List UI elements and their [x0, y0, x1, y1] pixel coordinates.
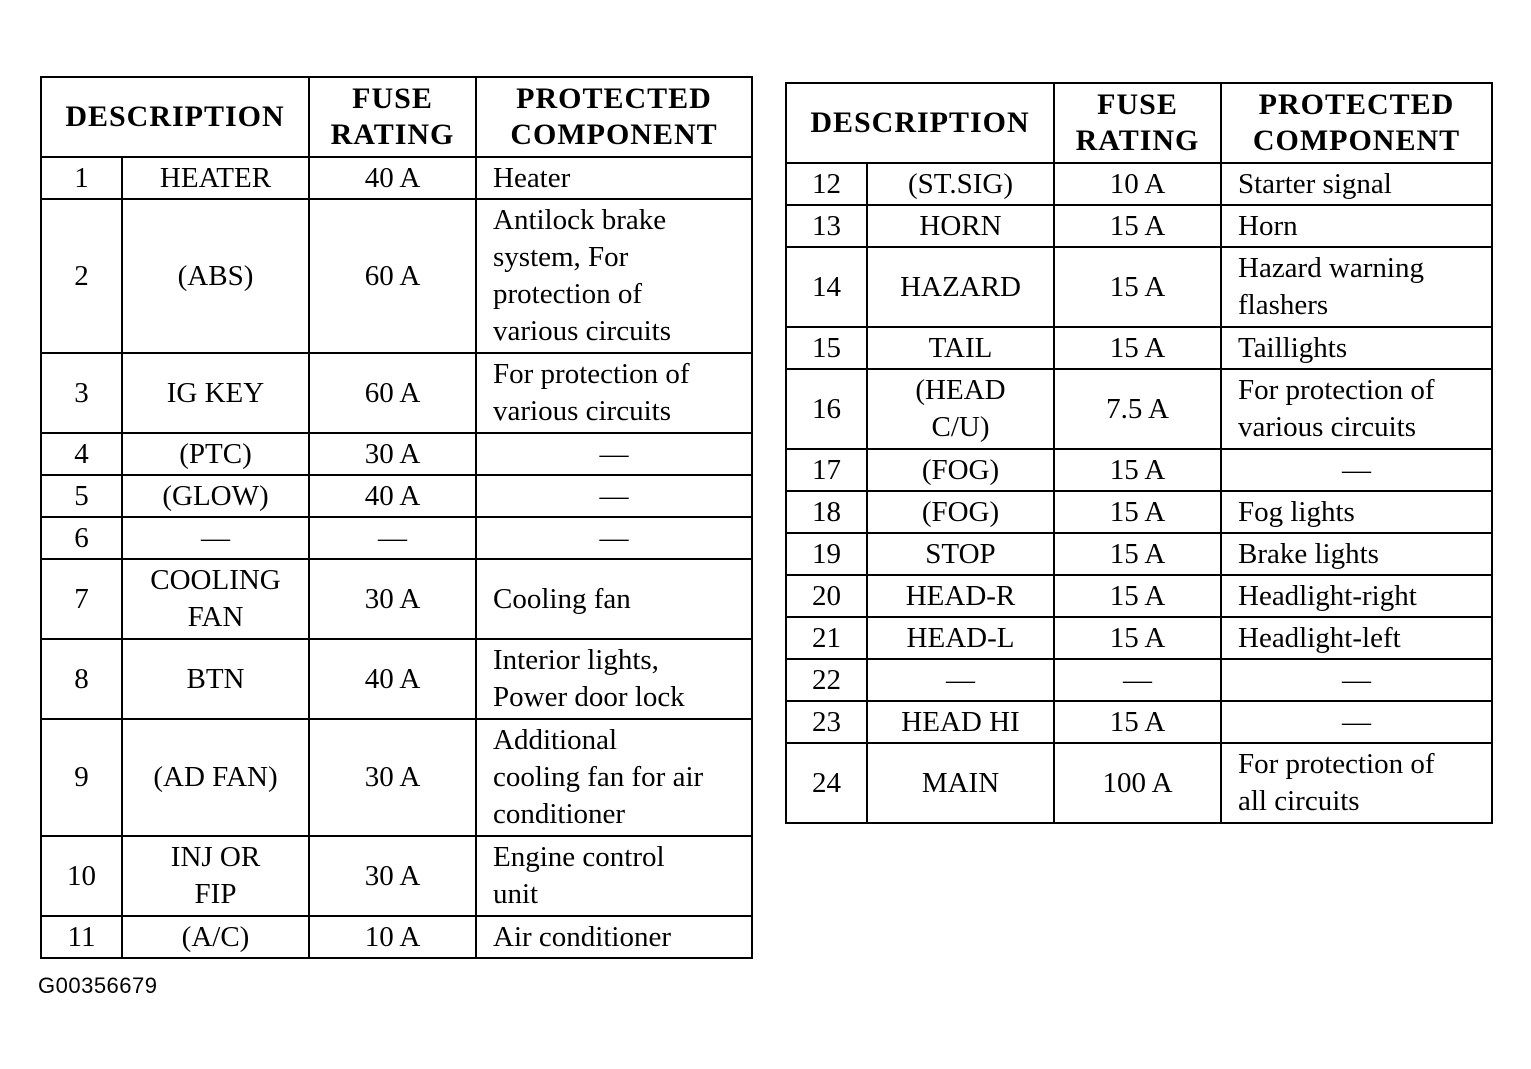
component-line: Cooling fan	[493, 582, 631, 615]
fuse-number-cell: 11	[41, 916, 122, 958]
description-header: DESCRIPTION	[41, 77, 309, 157]
description-line: (FOG)	[921, 453, 1000, 486]
protected-component-cell	[476, 157, 752, 199]
fuse-number-cell: 5	[41, 475, 122, 517]
component-line: For protection of	[1238, 748, 1435, 780]
table-row	[41, 199, 752, 353]
table-row	[786, 575, 1492, 617]
fuse-rating-cell: 15 A	[1054, 701, 1221, 743]
fuse-rating-cell: 15 A	[1054, 449, 1221, 491]
fuse-rating-cell: 15 A	[1054, 533, 1221, 575]
description-line: HEAD HI	[901, 705, 1020, 738]
description-line: HEAD-R	[905, 579, 1016, 612]
protected-component-cell	[476, 475, 752, 517]
fuse-number-cell: 22	[786, 659, 867, 701]
table-body	[41, 157, 752, 958]
table-row	[41, 517, 752, 559]
table-row	[41, 559, 752, 639]
protected-component-header	[476, 77, 752, 157]
component-line: Fog lights	[1238, 495, 1355, 528]
description-line: HEAD-L	[906, 621, 1015, 654]
protected-component-header-line: COMPONENT	[1252, 124, 1461, 157]
description-line: (PTC)	[179, 437, 252, 470]
protected-component-cell	[1221, 533, 1492, 575]
protected-component-cell	[1221, 701, 1492, 743]
fuse-table-left	[40, 76, 753, 959]
fuse-rating-cell: 100 A	[1054, 743, 1221, 823]
description-line: BTN	[186, 662, 245, 695]
fuse-rating-cell: 15 A	[1054, 617, 1221, 659]
component-line: flashers	[1238, 289, 1329, 321]
fuse-rating-cell: 60 A	[309, 199, 476, 353]
fuse-rating-cell: 30 A	[309, 836, 476, 916]
component-line: various circuits	[493, 315, 671, 347]
table-body	[786, 163, 1492, 823]
header-row	[786, 83, 1492, 163]
fuse-description-cell	[867, 247, 1054, 327]
fuse-rating-header-line: FUSE	[352, 82, 433, 115]
component-line: conditioner	[493, 798, 626, 830]
fuse-description-cell	[867, 659, 1054, 701]
description-line: —	[201, 521, 230, 554]
fuse-description-cell	[867, 369, 1054, 449]
protected-component-cell	[476, 353, 752, 433]
fuse-rating-cell: —	[1054, 659, 1221, 701]
table-row	[786, 659, 1492, 701]
component-line: Brake lights	[1238, 537, 1379, 570]
fuse-description-cell	[867, 205, 1054, 247]
fuse-rating-cell: 60 A	[309, 353, 476, 433]
description-line: (FOG)	[921, 495, 1000, 528]
protected-component-cell	[1221, 575, 1492, 617]
fuse-description-cell	[867, 533, 1054, 575]
fuse-description-cell	[122, 916, 309, 958]
fuse-description-cell	[122, 353, 309, 433]
description-line: C/U)	[931, 411, 990, 443]
table-row	[786, 533, 1492, 575]
protected-component-cell	[1221, 247, 1492, 327]
fuse-number-cell: 21	[786, 617, 867, 659]
fuse-number-cell: 1	[41, 157, 122, 199]
description-line: —	[946, 663, 975, 696]
fuse-rating-cell: 10 A	[309, 916, 476, 958]
description-line: HAZARD	[900, 270, 1021, 303]
protected-component-cell	[476, 199, 752, 353]
table-row	[786, 617, 1492, 659]
description-header: DESCRIPTION	[786, 83, 1054, 163]
protected-component-cell	[476, 639, 752, 719]
protected-component-cell	[476, 517, 752, 559]
fuse-description-cell	[867, 449, 1054, 491]
fuse-number-cell: 17	[786, 449, 867, 491]
component-line: Horn	[1238, 209, 1298, 242]
protected-component-header-line: PROTECTED	[1258, 88, 1455, 121]
component-line: For protection of	[493, 358, 690, 390]
fuse-number-cell: 23	[786, 701, 867, 743]
description-line: (A/C)	[181, 920, 250, 953]
description-line: FAN	[187, 601, 244, 633]
component-line: various circuits	[1238, 411, 1416, 443]
table-row	[786, 449, 1492, 491]
protected-component-cell	[1221, 449, 1492, 491]
component-line: Heater	[493, 161, 571, 194]
component-line: —	[1342, 453, 1371, 486]
fuse-description-cell	[122, 157, 309, 199]
fuse-description-cell	[122, 517, 309, 559]
component-line: Antilock brake	[493, 204, 667, 236]
component-line: Headlight-right	[1238, 579, 1417, 612]
fuse-rating-cell: 30 A	[309, 559, 476, 639]
protected-component-header-line: PROTECTED	[516, 82, 712, 115]
protected-component-cell	[476, 559, 752, 639]
fuse-number-cell: 12	[786, 163, 867, 205]
description-line: STOP	[925, 537, 996, 570]
fuse-rating-cell: 10 A	[1054, 163, 1221, 205]
protected-component-header-line: COMPONENT	[510, 118, 718, 151]
table-row	[786, 491, 1492, 533]
table-row	[786, 163, 1492, 205]
description-line: HORN	[919, 209, 1002, 242]
fuse-rating-cell: 40 A	[309, 639, 476, 719]
fuse-rating-cell: 15 A	[1054, 327, 1221, 369]
description-line: (GLOW)	[162, 479, 269, 512]
table-row	[41, 639, 752, 719]
table-row	[786, 247, 1492, 327]
component-line: all circuits	[1238, 785, 1360, 817]
fuse-number-cell: 18	[786, 491, 867, 533]
fuse-description-cell	[122, 199, 309, 353]
description-line: COOLING	[150, 564, 281, 596]
component-line: Taillights	[1238, 331, 1348, 364]
fuse-description-cell	[122, 433, 309, 475]
fuse-rating-header-line: FUSE	[1097, 88, 1178, 121]
fuse-description-cell	[122, 639, 309, 719]
component-line: —	[1342, 663, 1371, 696]
table-row	[41, 836, 752, 916]
fuse-description-cell	[122, 559, 309, 639]
fuse-description-cell	[122, 475, 309, 517]
component-line: Engine control	[493, 841, 665, 873]
description-line: (ST.SIG)	[908, 167, 1013, 200]
fuse-description-cell	[867, 163, 1054, 205]
description-line: (AD FAN)	[153, 761, 278, 793]
component-line: Interior lights,	[493, 644, 659, 676]
table-row	[41, 475, 752, 517]
table-row	[786, 743, 1492, 823]
fuse-number-cell: 10	[41, 836, 122, 916]
protected-component-cell	[476, 719, 752, 836]
fuse-rating-header-line: RATING	[330, 118, 455, 151]
component-line: Headlight-left	[1238, 621, 1401, 654]
fuse-rating-cell: 30 A	[309, 433, 476, 475]
component-line: unit	[493, 878, 539, 910]
component-line: —	[599, 479, 629, 512]
description-line: (HEAD	[915, 374, 1006, 406]
fuse-description-cell	[867, 575, 1054, 617]
table-row	[786, 327, 1492, 369]
description-line: INJ OR	[170, 841, 261, 873]
fuse-rating-cell: 15 A	[1054, 491, 1221, 533]
component-line: protection of	[493, 278, 642, 310]
fuse-description-cell	[867, 743, 1054, 823]
fuse-number-cell: 24	[786, 743, 867, 823]
protected-component-cell	[1221, 491, 1492, 533]
component-line: Starter signal	[1238, 167, 1392, 200]
fuse-number-cell: 6	[41, 517, 122, 559]
header-row	[41, 77, 752, 157]
protected-component-cell	[1221, 659, 1492, 701]
protected-component-cell	[476, 433, 752, 475]
fuse-number-cell: 7	[41, 559, 122, 639]
component-line: various circuits	[493, 395, 671, 427]
protected-component-cell	[476, 916, 752, 958]
component-line: —	[1342, 705, 1371, 738]
figure-code: G00356679	[38, 973, 158, 998]
table-row	[41, 157, 752, 199]
protected-component-cell	[1221, 617, 1492, 659]
fuse-rating-cell: 40 A	[309, 157, 476, 199]
component-line: Air conditioner	[493, 920, 671, 953]
protected-component-cell	[1221, 205, 1492, 247]
fuse-number-cell: 15	[786, 327, 867, 369]
fuse-number-cell: 4	[41, 433, 122, 475]
fuse-number-cell: 20	[786, 575, 867, 617]
fuse-rating-cell: 15 A	[1054, 247, 1221, 327]
protected-component-cell	[1221, 369, 1492, 449]
fuse-description-cell	[867, 327, 1054, 369]
description-line: IG KEY	[166, 376, 265, 409]
table-row	[41, 916, 752, 958]
description-line: (ABS)	[177, 259, 254, 292]
fuse-rating-header	[309, 77, 476, 157]
description-line: HEATER	[159, 161, 272, 194]
fuse-rating-cell: 7.5 A	[1054, 369, 1221, 449]
fuse-rating-header-line: RATING	[1075, 124, 1200, 157]
table-row	[41, 353, 752, 433]
fuse-rating-header	[1054, 83, 1221, 163]
component-line: For protection of	[1238, 374, 1435, 406]
component-line: Hazard warning	[1238, 252, 1424, 284]
protected-component-header	[1221, 83, 1492, 163]
component-line: cooling fan for air	[493, 761, 704, 793]
description-line: FIP	[194, 878, 237, 910]
table-row	[786, 369, 1492, 449]
table-row	[786, 205, 1492, 247]
component-line: —	[599, 437, 629, 470]
fuse-description-cell	[867, 617, 1054, 659]
fuse-number-cell: 3	[41, 353, 122, 433]
fuse-rating-cell: —	[309, 517, 476, 559]
fuse-description-cell	[122, 836, 309, 916]
fuse-description-cell	[122, 719, 309, 836]
fuse-description-cell	[867, 491, 1054, 533]
description-line: TAIL	[928, 331, 993, 364]
protected-component-cell	[476, 836, 752, 916]
description-line: MAIN	[921, 766, 1000, 799]
fuse-number-cell: 8	[41, 639, 122, 719]
fuse-rating-cell: 30 A	[309, 719, 476, 836]
fuse-rating-cell: 40 A	[309, 475, 476, 517]
fuse-number-cell: 19	[786, 533, 867, 575]
fuse-number-cell: 16	[786, 369, 867, 449]
fuse-rating-cell: 15 A	[1054, 575, 1221, 617]
fuse-rating-cell: 15 A	[1054, 205, 1221, 247]
protected-component-cell	[1221, 743, 1492, 823]
component-line: Additional	[493, 724, 618, 756]
fuse-number-cell: 9	[41, 719, 122, 836]
table-row	[41, 433, 752, 475]
component-line: —	[599, 521, 629, 554]
fuse-description-cell	[867, 701, 1054, 743]
table-row	[786, 701, 1492, 743]
fuse-number-cell: 2	[41, 199, 122, 353]
protected-component-cell	[1221, 163, 1492, 205]
component-line: system, For	[493, 241, 629, 273]
table-row	[41, 719, 752, 836]
component-line: Power door lock	[493, 681, 685, 713]
protected-component-cell	[1221, 327, 1492, 369]
fuse-number-cell: 14	[786, 247, 867, 327]
fuse-number-cell: 13	[786, 205, 867, 247]
fuse-table-right	[785, 82, 1493, 824]
